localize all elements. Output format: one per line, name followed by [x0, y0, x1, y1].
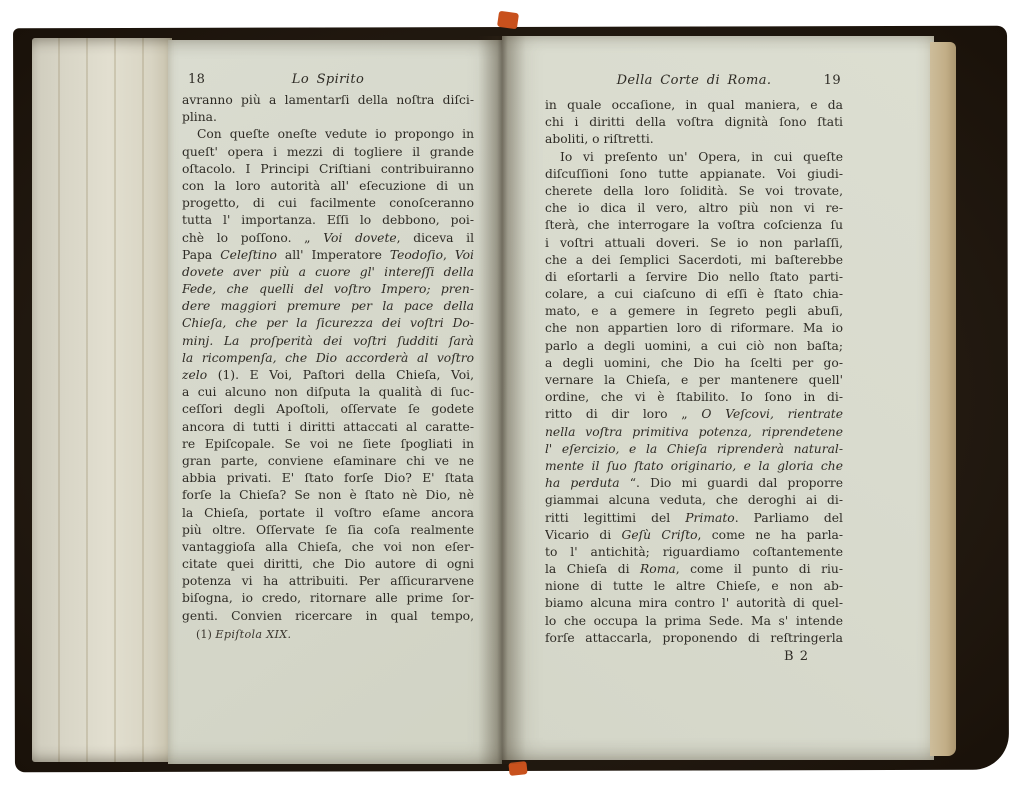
- text-line: ordine, che vi è ſtabilito. Io ſono in di-: [545, 390, 843, 405]
- text-line: nella voſtra primitiva potenza, riprendetene: [545, 424, 843, 439]
- text-line: potenza vi ha attribuiti. Per aſſicurarvene: [182, 574, 474, 589]
- running-title-left: Lo Spirito: [291, 72, 365, 87]
- text-line: chi i diritti della voſtra dignità ſono ſtati: [545, 115, 843, 130]
- text-line: ritti legittimi del Primato. Parliamo del: [545, 510, 843, 525]
- footnote-text: Epiſtola XIX.: [215, 628, 292, 641]
- text-line: to l' antichità; riguardiamo coſtantemente: [545, 544, 843, 559]
- text-line: chè lo poſſono. „ Voi dovete, diceva il: [182, 230, 474, 245]
- text-line: oſtacolo. I Principi Criſtiani contribuiranno: [182, 161, 474, 176]
- text-line: che non appartien loro di riformare. Ma io: [545, 321, 843, 336]
- text-line: forſe attaccarla, proponendo di reſtringerla: [545, 630, 843, 645]
- text-line: Con queſte oneſte vedute io propongo in: [197, 127, 474, 142]
- text-line: la Chieſa, portate il voſtro eſame ancora: [182, 505, 474, 520]
- text-line: biſogna, io credo, ritornare alle prime ſor-: [182, 591, 474, 606]
- text-line: la ricompenſa, che Dio accorderà al voſtro: [182, 350, 474, 365]
- headband-top: [497, 11, 519, 30]
- text-line: la Chieſa di Roma, come il punto di riu-: [545, 562, 843, 577]
- text-line: con la loro autorità all' eſecuzione di un: [182, 178, 474, 193]
- text-line: ſterà, che interrogare la voſtra coſcienza ſu: [545, 218, 843, 233]
- text-line: giammai alcuna veduta, che deroghi ai di-: [545, 493, 843, 508]
- text-line: forſe la Chieſa? Se non è ſtato nè Dio, nè: [182, 488, 474, 503]
- text-line: ha perduta “. Dio mi guardi dal proporre: [545, 476, 843, 491]
- text-line: a cui alcuno non diſputa la qualità di ſuc-: [182, 385, 474, 400]
- text-line: abbia privati. E' ſtato forſe Dio? E' ſtata: [182, 471, 474, 486]
- left-page-stack: [32, 38, 172, 762]
- text-line: colare, a cui ciaſcuno di eſſi è ſtato chia-: [545, 287, 843, 302]
- text-line: cherete della loro ſolidità. Se voi trovate,: [545, 183, 843, 198]
- text-line: progetto, di cui facilmente conoſceranno: [182, 196, 474, 211]
- page-18-body: [182, 92, 474, 625]
- text-line: Vicario di Geſù Criſto, come ne ha parla-: [545, 527, 843, 542]
- page-number-19: 19: [823, 73, 841, 88]
- text-line: minj. La proſperità dei voſtri ſudditi ſarà: [182, 333, 474, 348]
- text-line: che a dei ſemplici Sacerdoti, mi baſterebbe: [545, 252, 843, 267]
- text-line: aboliti, o riſtretti.: [545, 132, 654, 147]
- text-line: Papa Celeſtino all' Imperatore Teodoſio, Voi: [182, 247, 474, 262]
- text-line: gran parte, conviene eſaminare chi ve ne: [182, 453, 474, 468]
- page-18: [168, 40, 502, 764]
- page-19-header: [545, 73, 843, 91]
- page-19: [502, 36, 934, 760]
- text-line: zelo (1). E Voi, Paſtori della Chieſa, Voi,: [182, 368, 474, 382]
- right-page-edge: [930, 42, 956, 756]
- text-line: di eſortarli a ſervire Dio nello ſtato parti-: [545, 269, 843, 284]
- text-line: dovete aver più a cuore gl' intereſſi della: [182, 264, 474, 279]
- text-line: vantaggioſa alla Chieſa, che voi non eſer-: [182, 539, 474, 554]
- text-line: a degli uomini, che Dio ha ſcelti per go-: [545, 355, 843, 370]
- text-line: Chieſa, che per la ſicurezza dei voſtri Do-: [182, 316, 474, 331]
- text-line: mato, e a gemere in ſegreto pegli abuſi,: [545, 304, 843, 319]
- text-line: ancora di tutti i diritti attaccati al caratte-: [182, 419, 474, 434]
- text-line: queſt' opera i mezzi di togliere il grande: [182, 144, 474, 159]
- signature-mark: B 2: [784, 649, 809, 664]
- text-line: diſcuſſioni ſono tutte appianate. Voi giudi-: [545, 166, 843, 181]
- text-line: Io vi preſento un' Opera, in cui queſte: [560, 149, 843, 164]
- text-line: Fede, che quelli del voſtro Impero; pren-: [182, 282, 474, 297]
- footnote-marker: (1): [196, 628, 212, 641]
- text-line: i voſtri attuali doveri. Se io non parlaſſi,: [545, 235, 843, 250]
- text-line: avranno più a lamentarſi della noſtra diſci-: [182, 93, 474, 107]
- text-line: citate quei diritti, che Dio autore di ogni: [182, 557, 474, 572]
- text-line: mente il ſuo ſtato originario, e la gloria che: [545, 458, 843, 473]
- text-line: l' eſercizio, e la Chieſa riprenderà natural-: [545, 441, 843, 456]
- text-line: in quale occaſione, in qual maniera, e da: [545, 98, 843, 112]
- text-line: lo che occupa la prima Sede. Ma s' intende: [545, 613, 843, 628]
- page-number-18: 18: [188, 72, 206, 87]
- page-19-body: [545, 97, 843, 647]
- text-line: vernare la Chieſa, e per mantenere quell': [545, 373, 843, 387]
- text-line: che io dica il vero, altro più non vi re-: [545, 201, 843, 216]
- text-line: tutta l' importanza. Eſſi lo debbono, poi-: [182, 213, 474, 228]
- page-18-header: [182, 72, 474, 90]
- text-line: genti. Convien ricercare in qual tempo,: [182, 608, 474, 623]
- running-title-right: Della Corte di Roma.: [616, 73, 772, 88]
- text-line: dere maggiori premure per la pace della: [182, 299, 474, 314]
- text-line: re Epiſcopale. Se voi ne ſiete ſpogliati in: [182, 436, 474, 451]
- text-line: ceſſori degli Apoſtoli, oſſervate ſe godete: [182, 402, 474, 417]
- headband-bottom: [508, 761, 527, 776]
- footnote: [196, 628, 291, 641]
- text-line: parlo a degli uomini, a cui ciò non baſta;: [545, 338, 843, 353]
- text-line: più oltre. Oſſervate ſe ſia coſa realmente: [182, 522, 474, 537]
- text-line: plina.: [182, 110, 217, 125]
- text-line: biamo alcuna mira contro l' autorità di quel-: [545, 596, 843, 611]
- text-line: nione di tutte le altre Chieſe, e non ab-: [545, 579, 843, 594]
- text-line: ritto di dir loro „ O Veſcovi, rientrate: [545, 407, 843, 422]
